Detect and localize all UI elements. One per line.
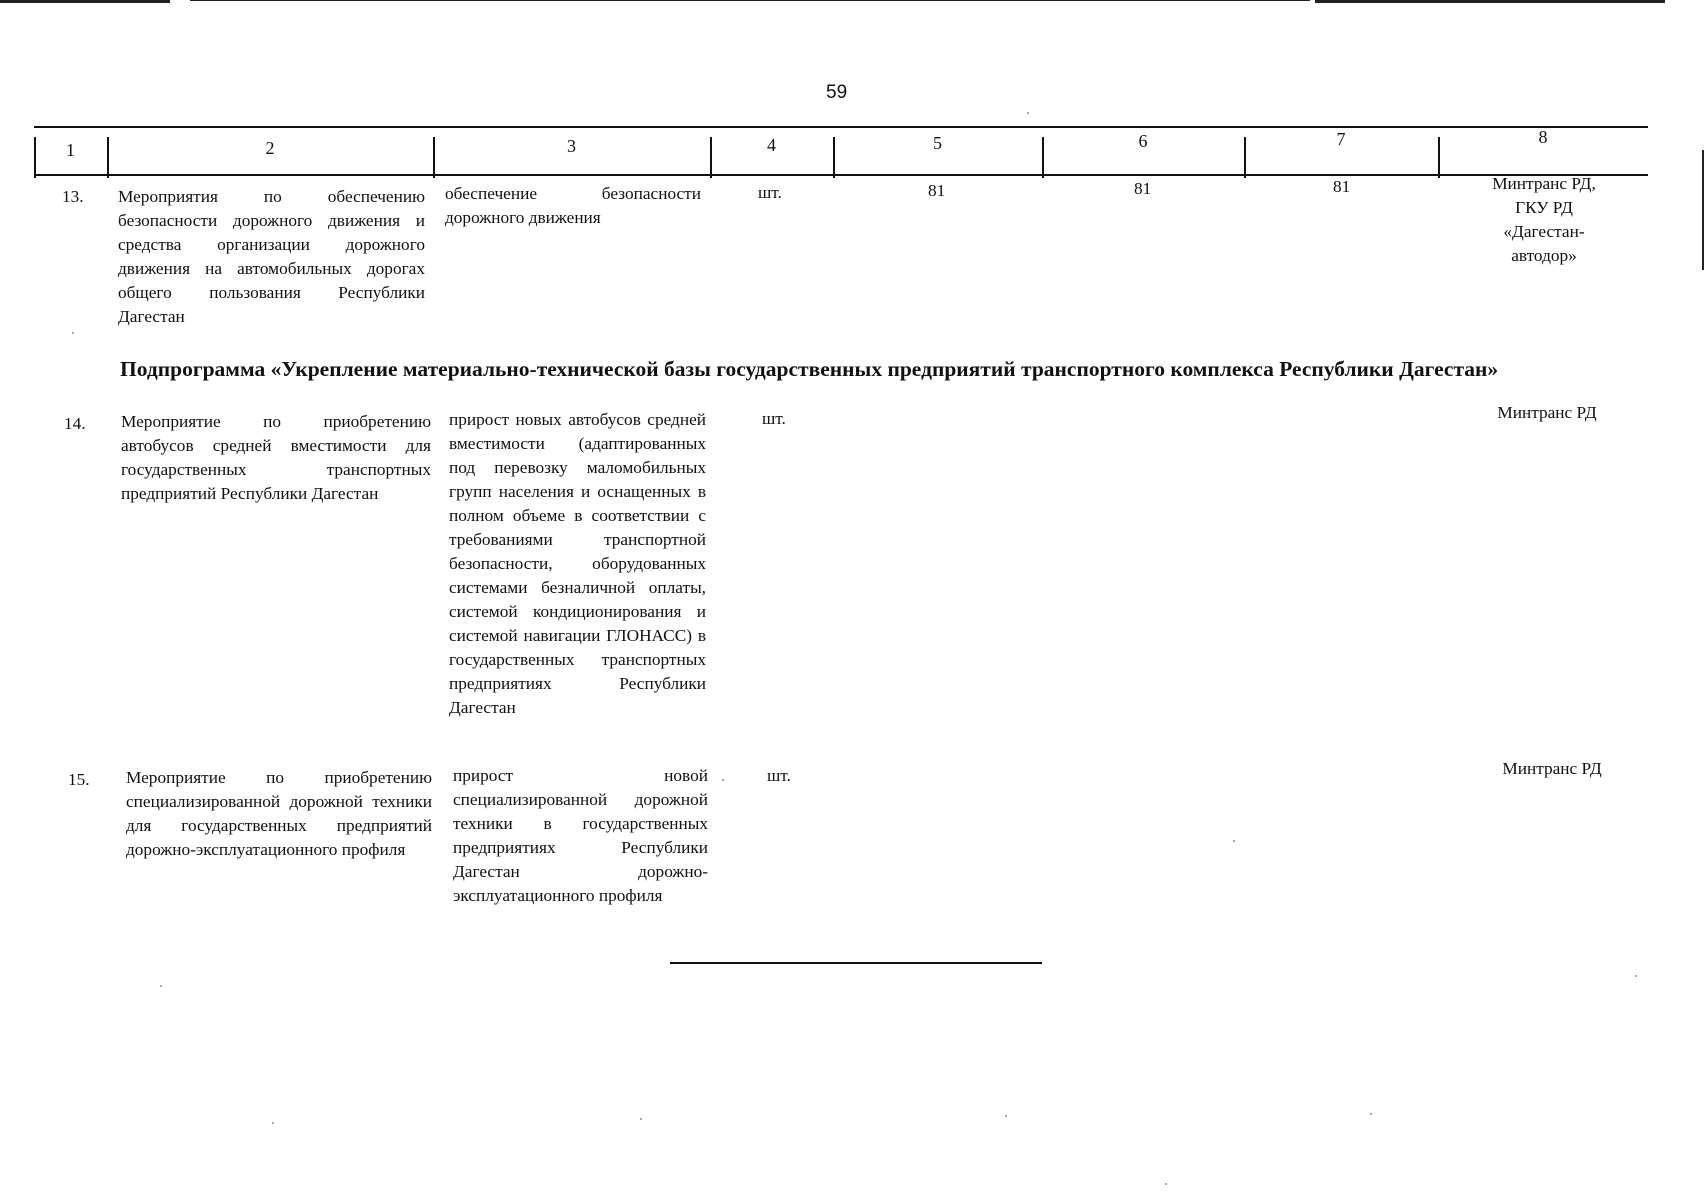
header-cell: 8 [1538, 127, 1548, 147]
row-value-col7: 81 [1333, 177, 1351, 196]
row-unit: шт. [762, 409, 786, 428]
scan-speck [1233, 840, 1235, 842]
scan-edge-line [190, 0, 1310, 1]
scan-speck [1165, 1183, 1167, 1185]
header-cell: 5 [933, 133, 942, 153]
row-indicator: прирост новых автобусов средней вместимости (адаптированных под перевозку маломобильных групп населения и оснащенных в полном объеме в соответствии с требованиями транспортной безопасности, оборудованных системами безналичной оплаты, системой кондиционирования и системой навигации ГЛОНАСС) в государственных транспортных предприятиях Республики Дагестан [449, 410, 706, 717]
header-cell: 4 [767, 135, 776, 155]
row-name: Мероприятие по приобретению специализированной дорожной техники для государственных предприятий дорожно-эксплуатационного профиля [126, 768, 432, 859]
scan-edge-line [1702, 150, 1704, 270]
scan-edge-line [0, 0, 170, 3]
scan-speck [160, 985, 162, 987]
page-number: 59 [826, 82, 848, 103]
row-unit: шт. [758, 183, 782, 202]
scan-speck [1027, 112, 1029, 114]
scan-speck [1005, 1115, 1007, 1117]
row-value-col6: 81 [1134, 179, 1152, 198]
scan-edge-line [1315, 0, 1665, 3]
header-cell: 7 [1336, 129, 1346, 149]
row-number: 13. [62, 187, 84, 206]
scan-speck [640, 1118, 642, 1120]
scan-speck [72, 332, 74, 334]
row-responsible: Минтранс РД, ГКУ РД «Дагестан-автодор» [1492, 174, 1596, 265]
table-header-bottom-rule [34, 174, 1648, 176]
scan-speck [272, 1122, 274, 1124]
header-cell: 3 [567, 136, 576, 156]
table-header-top-rule [34, 126, 1648, 128]
row-number: 14. [64, 414, 86, 433]
row-responsible: Минтранс РД [1497, 403, 1597, 422]
row-name: Мероприятие по приобретению автобусов средней вместимости для государственных транспортных предприятий Республики Дагестан [121, 412, 431, 503]
row-indicator: обеспечение безопасности дорожного движения [445, 184, 701, 227]
row-indicator: прирост новой специализированной дорожной техники в государственных предприятиях Республики Дагестан дорожно-эксплуатационного профиля [453, 766, 708, 905]
row-name: Мероприятия по обеспечению безопасности дорожного движения и средства организации дорожного движения на автомобильных дорогах общего пользования Республики Дагестан [118, 187, 425, 326]
subprogram-title: Подпрограмма «Укрепление материально-технической базы государственных предприятий транспортного комплекса Республики Дагестан» [120, 357, 1499, 381]
scan-speck [1370, 1113, 1372, 1115]
row-value-col5: 81 [928, 181, 946, 200]
header-cell: 1 [66, 140, 75, 160]
header-cell: 6 [1138, 131, 1148, 151]
scan-speck [1635, 975, 1637, 977]
row-unit: шт. [767, 766, 791, 785]
header-cell: 2 [265, 138, 275, 158]
scan-speck [722, 779, 724, 781]
row-number: 15. [68, 770, 90, 789]
row-responsible: Минтранс РД [1502, 759, 1602, 778]
end-of-table-rule [670, 962, 1042, 964]
